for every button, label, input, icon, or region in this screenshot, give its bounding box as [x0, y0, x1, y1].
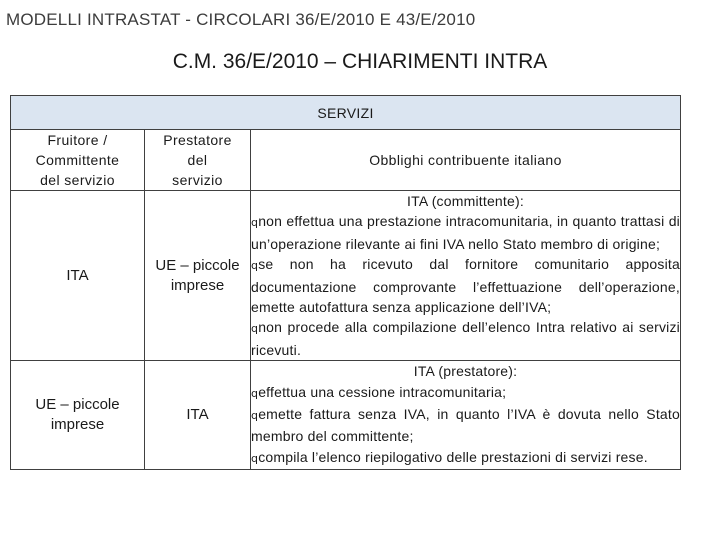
cell-fruitore-line: imprese [50, 416, 105, 434]
slide-title: C.M. 36/E/2010 – CHIARIMENTI INTRA [172, 50, 548, 73]
cell-fruitore: ITA [11, 191, 145, 361]
cell-prestatore: ITA [145, 361, 251, 470]
bullet-icon: q [251, 259, 259, 273]
row-heading: ITA (prestatore): [413, 363, 518, 380]
cell-obblighi [251, 361, 681, 470]
column-header-prestatore-line: Prestatore [163, 132, 232, 148]
bullet-icon: q [251, 216, 259, 230]
document-header-title: MODELLI INTRASTAT - CIRCOLARI 36/E/2010 E 43/E/2010 [6, 10, 476, 29]
column-header-fruitore-line: del servizio [40, 172, 115, 188]
obligation-item [251, 382, 680, 404]
row-heading: ITA (committente): [407, 193, 524, 209]
obligation-item [251, 404, 680, 447]
table-row [11, 191, 681, 361]
column-header-prestatore-line: servizio [172, 172, 223, 188]
obligation-item [251, 254, 680, 317]
cell-fruitore-line: UE – piccole [35, 396, 120, 414]
table-row [11, 361, 681, 470]
column-header-prestatore-line: del [187, 152, 208, 168]
column-header-obblighi: Obblighi contribuente italiano [251, 130, 681, 191]
column-header-fruitore-line: Fruitore / [47, 132, 108, 148]
bullet-icon: q [251, 409, 259, 423]
obligation-text: emette fattura senza IVA, in quanto l’IVA è dovuta nello Stato membro del committente; [251, 406, 680, 445]
obligation-text: non effettua una prestazione intracomunitaria, in quanto trattasi di un’operazione rilevante ai fini IVA nello Stato membro di origine; [251, 213, 680, 252]
obligations-table [10, 95, 681, 470]
bullet-icon: q [251, 386, 259, 400]
obligation-text: non procede alla compilazione dell’elenco Intra relativo ai servizi ricevuti. [251, 319, 680, 358]
cell-prestatore-line: imprese [170, 276, 225, 294]
column-header-fruitore [11, 130, 145, 191]
obligation-text: effettua una cessione intracomunitaria; [258, 383, 507, 400]
cell-prestatore [145, 191, 251, 361]
obligation-text: se non ha ricevuto dal fornitore comunitario apposita documentazione comprovante l’effettuazione dell’operazione, emette autofattura senza applicazione dell’IVA; [251, 256, 680, 316]
obligation-item [251, 317, 680, 360]
column-header-fruitore-line: Committente [35, 152, 120, 168]
bullet-icon: q [251, 322, 259, 336]
obligation-text: compila l’elenco riepilogativo delle prestazioni di servizi rese. [258, 448, 648, 465]
obligation-item [251, 447, 680, 469]
cell-obblighi [251, 191, 681, 361]
cell-fruitore [11, 361, 145, 470]
obligation-item [251, 211, 680, 254]
column-header-prestatore [145, 130, 251, 191]
section-header-servizi: SERVIZI [11, 96, 681, 130]
bullet-icon: q [251, 451, 259, 465]
cell-prestatore-line: UE – piccole [155, 256, 240, 274]
